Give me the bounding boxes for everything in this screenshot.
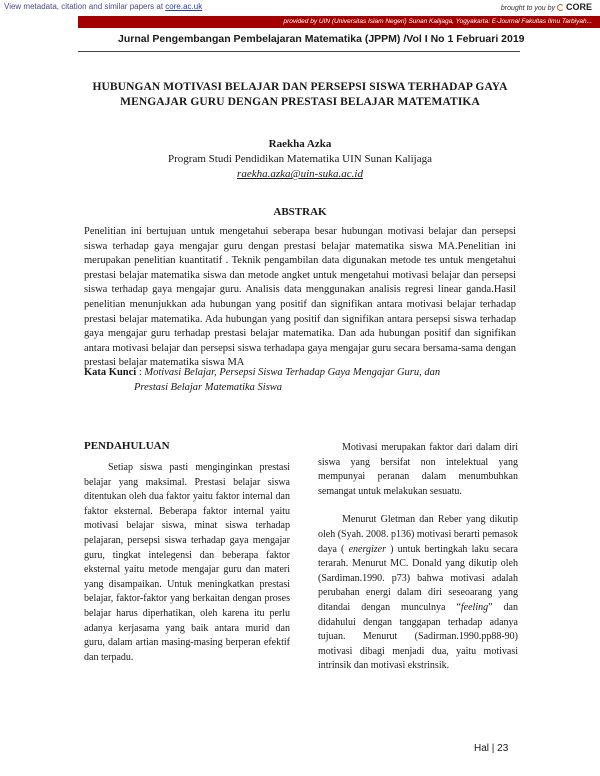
left-column: [84, 461, 290, 665]
author-affiliation: Program Studi Pendidikan Matematika UIN Sunan Kalijaga: [168, 153, 432, 165]
author-name: Raekha Azka: [268, 138, 332, 150]
page-number: Hal | 23: [474, 743, 509, 754]
journal-header: Jurnal Pengembangan Pembelajaran Matematika (JPPM) /Vol I No 1 Februari 2019: [118, 33, 525, 45]
right-column: [318, 441, 518, 674]
term-energizer: energizer: [348, 543, 386, 555]
section-heading-pendahuluan: PENDAHULUAN: [84, 440, 170, 452]
title-line-1: HUBUNGAN MOTIVASI BELAJAR DAN PERSEPSI SISWA TERHADAP GAYA: [92, 81, 508, 93]
author-email[interactable]: raekha.azka@uin-suka.ac.id: [237, 168, 363, 180]
article-title: [70, 80, 530, 110]
intro-paragraph-right-2: Menurut Gletman dan Reber yang dikutip oleh (Syah. 2008. p136) motivasi berarti pemasok daya ( energizer ) untuk bertingkah laku secara terarah. Menurut MC. Donald yang dikutip oleh (Sardiman.1990. p73) bahwa motivasi adalah perubahan energi dalam diri seseoarang yang ditandai dengan munculnya “feeling” dan didahului dengan tanggapan terhadap adanya tujuan. Menurut (Sadirman.1990.pp88-90) motivasi dibagi menjadi dua, yaitu motivasi intrinsik dan motivasi ekstrinsik.: [318, 514, 518, 672]
intro-paragraph-right-1: Motivasi merupakan faktor dari dalam diri siswa yang bersifat non intelektual yang mempunyai peranan dalam menumbuhkan semangat untuk melakukan sesuatu.: [318, 442, 518, 497]
keywords-separator: :: [136, 367, 145, 378]
keywords-label: Kata Kunci: [84, 367, 137, 378]
keywords: [84, 366, 516, 395]
core-brought-by: brought to you by CORE: [500, 2, 592, 12]
title-line-2: MENGAJAR GURU DENGAN PRESTASI BELAJAR MATEMATIKA: [120, 96, 480, 108]
header-divider: [78, 51, 520, 52]
keywords-line-1: Motivasi Belajar, Persepsi Siswa Terhadap Gaya Mengajar Guru, dan: [144, 367, 441, 378]
core-logo[interactable]: CORE: [565, 2, 592, 12]
provided-by-bar: [78, 16, 600, 28]
core-logo-icon: [557, 4, 564, 11]
abstract-heading: ABSTRAK: [273, 206, 327, 218]
keywords-line-2: Prestasi Belajar Matematika Siswa: [134, 381, 283, 393]
core-banner: [0, 0, 600, 14]
intro-paragraph-left: Setiap siswa pasti menginginkan prestasi belajar yang maksimal. Prestasi belajar siswa ditentukan oleh dua faktor yaitu faktor internal dan faktor eksternal. Beberapa faktor internal yaitu motivasi belajar siswa, minat siswa terhadap pelajaran, persepsi siswa terhadap gaya mengajar guru, tingkat intelegensi dan beberapa faktor eksternal yaitu metode mengajar guru dan materi yang disampaikan. Untuk meningkatkan prestasi belajar, faktor-faktor yang berkaitan dengan proses belajar harus diperhatikan, oleh karena itu perlu adanya kerjasama yang baik antara murid dan guru, dalam artian masing-masing berperan efektif dan terpadu.: [84, 462, 290, 663]
abstract-body: Penelitian ini bertujuan untuk mengetahui seberapa besar hubungan motivasi belajar dan persepsi siswa terhadap gaya mengajar guru dengan prestasi belajar matematika siswa MA.Penelitian ini merupakan penelitian kuantitatif . Teknik pengambilan data digunakan metode tes untuk mengetahui prestasi belajar matematika siswa dan metode angket untuk mengetahui motivasi belajar dan persepsi siswa terhadap gaya mengajar guru. Analisis data menggunakan analisis regresi linear ganda.Hasil penelitian menunjukkan ada hubungan yang positif dan signifikan antara motivasi belajar terhadap prestasi belajar matematika. Ada hubungan yang positif dan signifikan antara persepsi siswa terhadap gaya mengajar guru terhadap prestasi belajar matematika. Dan ada hubungan positif dan signifikan antara motivasi belajar dan persepsi siswa terhadapa gaya mengajar guru secara bersama-sama dengan prestasi belajar matematika siswa MA: [84, 226, 516, 369]
core-link[interactable]: core.ac.uk: [165, 2, 203, 11]
term-feeling: feeling: [460, 601, 489, 613]
provided-by-text: provided by UIN (Universitas Islam Negeri) Sunan Kalijaga, Yogyakarta: E-Journal Fakultas Ilmu Tarbiyah...: [283, 18, 592, 25]
core-metadata-text: View metadata, citation and similar papers at core.ac.uk: [4, 2, 203, 11]
